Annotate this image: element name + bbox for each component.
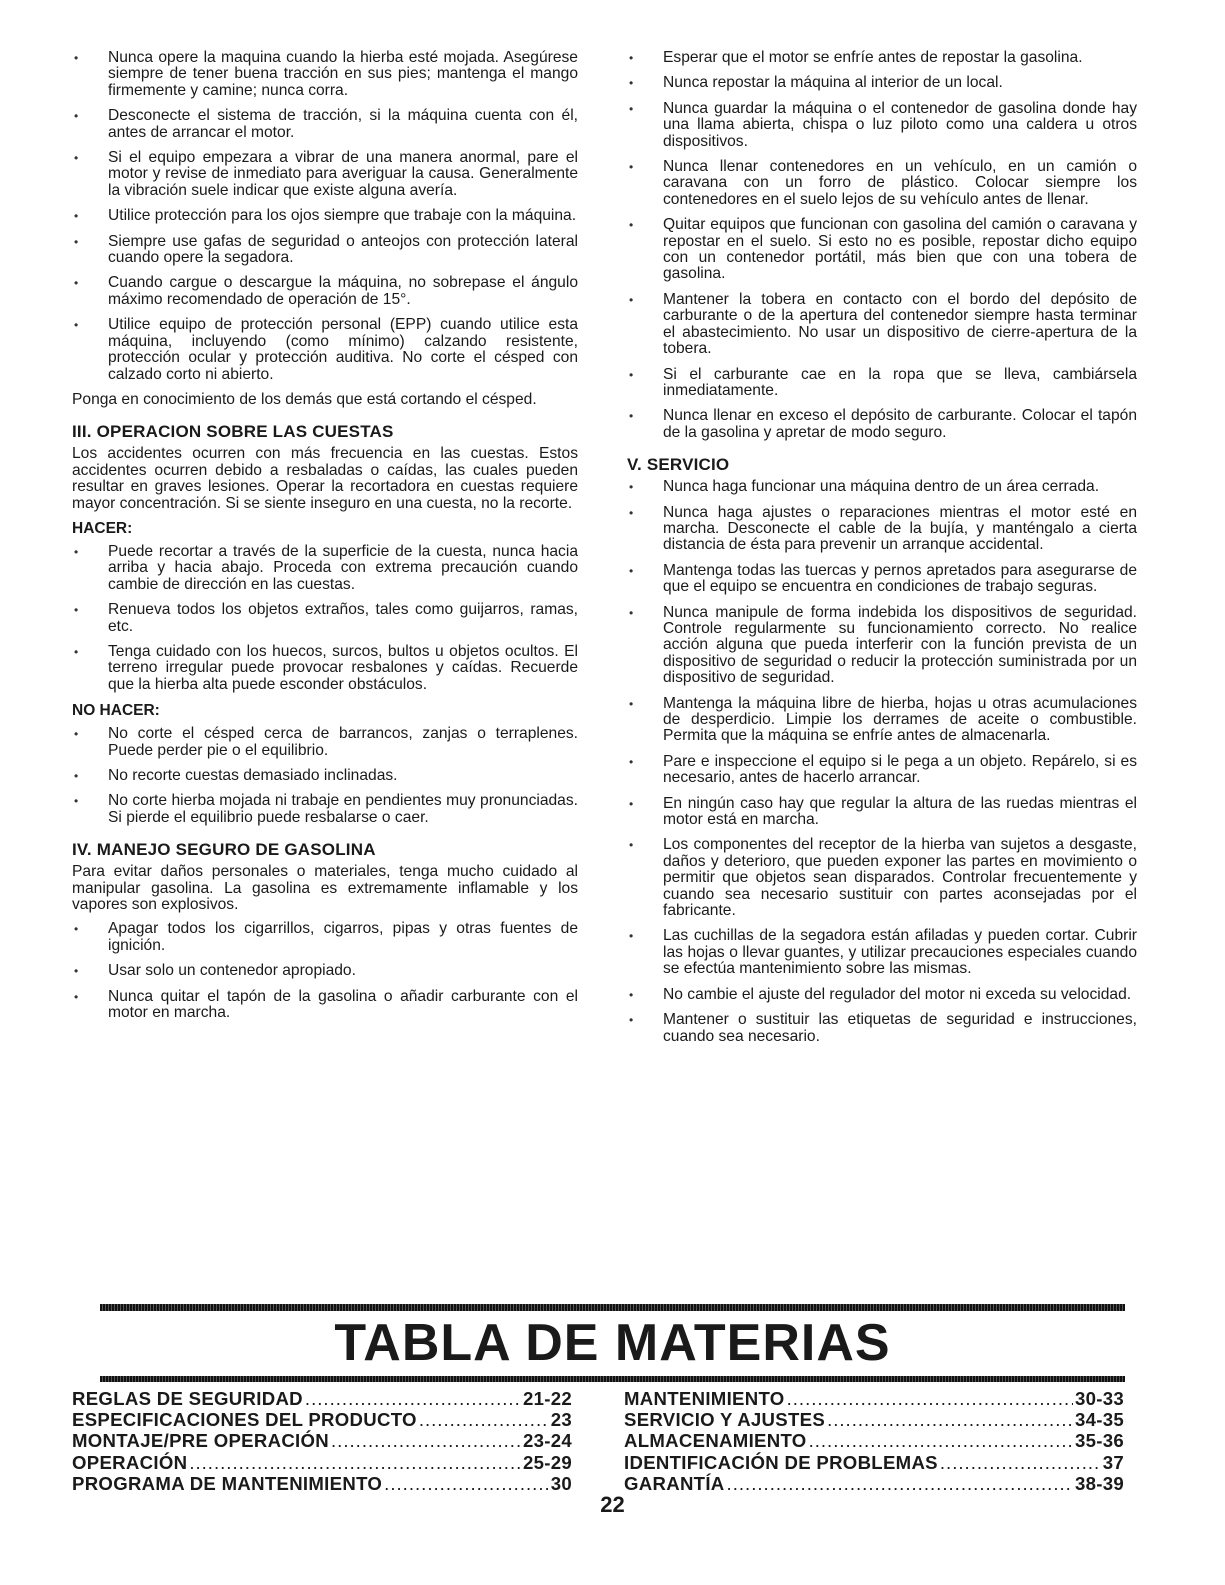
list-item: • Nunca llenar contenedores en un vehículo, en un camión o caravana con un forro de plástico. Colocar siempre los contenedores en el suelo lejos de su vehículo antes de llenar. bbox=[627, 159, 1137, 208]
toc-entry-pages: 23-24 bbox=[522, 1430, 572, 1452]
list-item: • Siempre use gafas de seguridad o anteojos con protección lateral cuando opere la segadora. bbox=[72, 234, 578, 267]
toc-leader bbox=[727, 1473, 1073, 1494]
toc-entry-pages: 30 bbox=[550, 1472, 572, 1494]
toc-leader bbox=[189, 1452, 521, 1473]
list-item: • Desconecte el sistema de tracción, si la máquina cuenta con él, antes de arrancar el motor. bbox=[72, 108, 578, 141]
toc-entry-title: MANTENIMIENTO bbox=[624, 1388, 785, 1409]
dont-list bbox=[72, 726, 578, 826]
page-number: 22 bbox=[600, 1492, 625, 1517]
toc-leader bbox=[384, 1473, 549, 1494]
list-item: • No corte hierba mojada ni trabaje en pendientes muy pronunciadas. Si pierde el equilibrio puede resbalarse o caer. bbox=[72, 793, 578, 826]
toc-divider-bottom bbox=[100, 1376, 1125, 1382]
list-item: • Nunca manipule de forma indebida los dispositivos de seguridad. Controle regularmente su funcionamiento correcto. No realice acción alguna que pueda interferir con la función prevista de un dispositivo de seguridad o reducir la protección suministrada por un dispositivo de seguridad. bbox=[627, 605, 1137, 687]
toc-entry[interactable] bbox=[624, 1409, 1124, 1430]
toc-entry-pages: 23 bbox=[550, 1409, 572, 1431]
list-item: • Nunca haga ajustes o reparaciones mientras el motor esté en marcha. Desconecte el cable de la bujía, y manténgalo a cierta distancia de ésta para prevenir un arranque accidental. bbox=[627, 505, 1137, 554]
toc-entry-title: IDENTIFICACIÓN DE PROBLEMAS bbox=[624, 1451, 938, 1473]
toc-leader bbox=[331, 1430, 521, 1451]
toc-entry-pages: 25-29 bbox=[522, 1451, 572, 1473]
list-item: • En ningún caso hay que regular la altura de las ruedas mientras el motor está en marcha. bbox=[627, 796, 1137, 829]
list-item: • Nunca llenar en exceso el depósito de carburante. Colocar el tapón de la gasolina y apretar de modo seguro. bbox=[627, 408, 1137, 441]
toc-leader bbox=[940, 1452, 1101, 1473]
subheading-do: HACER: bbox=[72, 519, 133, 537]
list-item: • Las cuchillas de la segadora están afiladas y pueden cortar. Cubrir las hojas o llevar guantes, y utilizar precauciones especiales cuando se efectúa mantenimiento sobre las mismas. bbox=[627, 928, 1137, 977]
toc-title: TABLA DE MATERIAS bbox=[334, 1314, 891, 1372]
list-item: • Esperar que el motor se enfríe antes de repostar la gasolina. bbox=[627, 50, 1137, 66]
toc-entry[interactable] bbox=[72, 1473, 572, 1494]
list-item: • Utilice protección para los ojos siempre que trabaje con la máquina. bbox=[72, 208, 578, 224]
toc-entry[interactable] bbox=[72, 1452, 572, 1473]
toc-left-column bbox=[72, 1388, 572, 1494]
list-item: • Quitar equipos que funcionan con gasolina del camión o caravana y repostar en el suelo. Si esto no es posible, repostar dicho equipo con un contenedor portátil, más bien que con una tobera de gasolina. bbox=[627, 217, 1137, 283]
list-item: • Mantener la tobera en contacto con el bordo del depósito de carburante o de la apertura del contenedor siempre hasta terminar el abastecimiento. No usar un dispositivo de cierre-apertura de la tobera. bbox=[627, 292, 1137, 358]
toc-leader bbox=[809, 1430, 1073, 1451]
toc-entry-title: PROGRAMA DE MANTENIMIENTO bbox=[72, 1472, 383, 1494]
list-item: • Nunca haga funcionar una máquina dentro de un área cerrada. bbox=[627, 479, 1137, 495]
list-item: • Puede recortar a través de la superficie de la cuesta, nunca hacia arriba y hacia abajo. Proceda con extrema precaución cuando cambie de dirección en las cuestas. bbox=[72, 544, 578, 593]
list-item: • Los componentes del receptor de la hierba van sujetos a desgaste, daños y deterioro, que pueden exponer las partes en movimiento o permitir que objetos sean disparados. Controlar frecuentemente y cuando sea necesario sustituir con partes aconsejadas por el fabricante. bbox=[627, 837, 1137, 919]
toc-entry-pages: 34-35 bbox=[1074, 1409, 1124, 1431]
toc-entry-pages: 35-36 bbox=[1074, 1430, 1124, 1452]
section-heading-service: V. SERVICIO bbox=[627, 455, 730, 475]
toc-entry[interactable] bbox=[72, 1388, 572, 1409]
list-item: • No corte el césped cerca de barrancos, zanjas o terraplenes. Puede perder pie o el equilibrio. bbox=[72, 726, 578, 759]
toc-entry-pages: 21-22 bbox=[522, 1388, 572, 1409]
toc-entry-title: MONTAJE/PRE OPERACIÓN bbox=[72, 1430, 329, 1452]
list-item: • Pare e inspeccione el equipo si le pega a un objeto. Repárelo, si es necesario, antes de hacerlo arrancar. bbox=[627, 754, 1137, 787]
list-item: • Apagar todos los cigarrillos, cigarros, pipas y otras fuentes de ignición. bbox=[72, 921, 578, 954]
list-item: • Renueva todos los objetos extraños, tales como guijarros, ramas, etc. bbox=[72, 602, 578, 635]
list-item: • Mantenga todas las tuercas y pernos apretados para asegurarse de que el equipo se encuentra en condiciones de trabajo seguras. bbox=[627, 563, 1137, 596]
toc-divider-top bbox=[100, 1304, 1125, 1311]
toc-entry-title: SERVICIO Y AJUSTES bbox=[624, 1409, 826, 1431]
toc-leader bbox=[419, 1409, 549, 1430]
list-item: • Usar solo un contenedor apropiado. bbox=[72, 963, 578, 979]
toc-entry-title: ALMACENAMIENTO bbox=[624, 1430, 807, 1452]
toc-right-column bbox=[624, 1388, 1124, 1494]
closing-paragraph: Ponga en conocimiento de los demás que está cortando el césped. bbox=[72, 390, 537, 408]
list-item: • Si el carburante cae en la ropa que se lleva, cambiársela inmediatamente. bbox=[627, 367, 1137, 400]
list-item: • Si el equipo empezara a vibrar de una manera anormal, pare el motor y revise de inmediato para averiguar la causa. Generalmente la vibración suele indicar que existe alguna avería. bbox=[72, 150, 578, 199]
toc-entry[interactable] bbox=[72, 1430, 572, 1451]
do-list bbox=[72, 544, 578, 693]
toc-entry-title: REGLAS DE SEGURIDAD bbox=[72, 1388, 303, 1409]
toc-leader bbox=[305, 1388, 521, 1409]
toc-entry-title: OPERACIÓN bbox=[72, 1451, 188, 1473]
list-item: • No cambie el ajuste del regulador del motor ni exceda su velocidad. bbox=[627, 987, 1137, 1003]
service-list bbox=[627, 479, 1137, 1045]
fuel-list bbox=[72, 921, 578, 1021]
toc-entry[interactable] bbox=[624, 1388, 1124, 1409]
toc-entry-title: GARANTÍA bbox=[624, 1472, 725, 1494]
right-column bbox=[627, 50, 1137, 1054]
list-item: • Nunca guardar la máquina o el contenedor de gasolina donde hay una llama abierta, chispa o luz piloto como una caldera u otros dispositivos. bbox=[627, 101, 1137, 150]
list-item: • Nunca quitar el tapón de la gasolina o añadir carburante con el motor en marcha. bbox=[72, 989, 578, 1022]
toc-entry-title: ESPECIFICACIONES DEL PRODUCTO bbox=[72, 1409, 417, 1431]
list-item: • Nunca repostar la máquina al interior de un local. bbox=[627, 75, 1137, 91]
section-intro-slopes: Los accidentes ocurren con más frecuencia en las cuestas. Estos accidentes ocurren debido a resbaladas o caídas, las cuales pueden resultar en graves lesiones. Operar la recortadora en cuestas requiere mayor concentración. Si se siente inseguro en una cuesta, no la recorte. bbox=[72, 445, 578, 512]
list-item: • Utilice equipo de protección personal (EPP) cuando utilice esta máquina, incluyendo (como mínimo) calzando resistente, protección ocular y protección auditiva. No corte el césped con calzado corto ni abierto. bbox=[72, 317, 578, 383]
section-intro-fuel: Para evitar daños personales o materiales, tenga mucho cuidado al manipular gasolina. La gasolina es extremamente inflamable y los vapores son explosivos. bbox=[72, 863, 578, 914]
toc-entry-pages: 30-33 bbox=[1074, 1388, 1124, 1409]
left-column bbox=[72, 50, 578, 1030]
toc-entry-pages: 38-39 bbox=[1074, 1472, 1124, 1494]
list-item: • Mantenga la máquina libre de hierba, hojas u otras acumulaciones de desperdicio. Limpie los derrames de aceite o combustible. Permita que la máquina se enfríe antes de almacenarla. bbox=[627, 696, 1137, 745]
bullet-list-top-left bbox=[72, 50, 578, 383]
toc-entry[interactable] bbox=[72, 1409, 572, 1430]
list-item: • Nunca opere la maquina cuando la hierba esté mojada. Asegúrese siempre de tener buena tracción en sus pies; mantenga el mango firmemente y camine; nunca corra. bbox=[72, 50, 578, 99]
section-heading-fuel: IV. MANEJO SEGURO DE GASOLINA bbox=[72, 840, 376, 860]
list-item: • Cuando cargue o descargue la máquina, no sobrepase el ángulo máximo recomendado de operación de 15°. bbox=[72, 275, 578, 308]
list-item: • Tenga cuidado con los huecos, surcos, bultos u objetos ocultos. El terreno irregular puede provocar resbalones y caídas. Recuerde que la hierba alta puede esconder obstáculos. bbox=[72, 644, 578, 693]
toc-leader bbox=[787, 1388, 1073, 1409]
toc-leader bbox=[827, 1409, 1073, 1430]
toc-entry-pages: 37 bbox=[1102, 1451, 1124, 1473]
toc-entry[interactable] bbox=[624, 1452, 1124, 1473]
subheading-dont: NO HACER: bbox=[72, 702, 160, 720]
toc-entry[interactable] bbox=[624, 1473, 1124, 1494]
bullet-list-top-right bbox=[627, 50, 1137, 441]
section-heading-slopes: III. OPERACION SOBRE LAS CUESTAS bbox=[72, 422, 394, 442]
list-item: • No recorte cuestas demasiado inclinadas. bbox=[72, 768, 578, 784]
list-item: • Mantener o sustituir las etiquetas de seguridad e instrucciones, cuando sea necesario. bbox=[627, 1012, 1137, 1045]
toc-entry[interactable] bbox=[624, 1430, 1124, 1451]
